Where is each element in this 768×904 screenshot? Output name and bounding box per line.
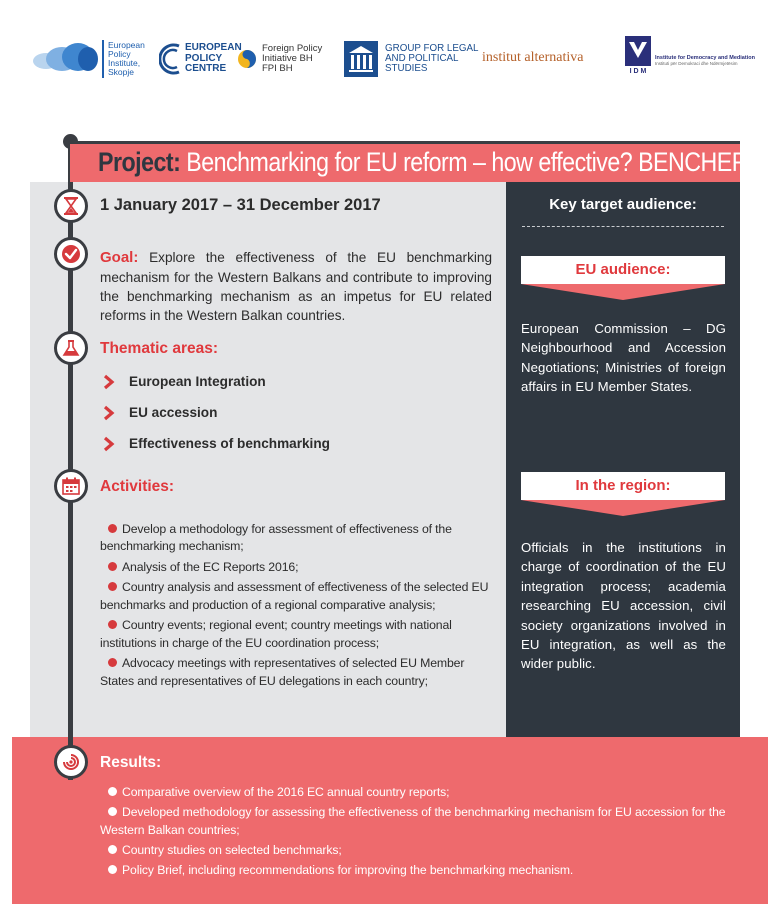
activities-heading: Activities: — [100, 478, 175, 495]
thematic-item — [100, 366, 330, 397]
list-item — [100, 579, 494, 614]
goal-text: Explore the effectiveness of the EU benchmarking mechanism for the Western Balkans and contribute to improving the benchmarking mechanism as an impetus for EU related reforms in the Western Balkan countries. — [100, 250, 493, 324]
epc-ring-icon — [159, 42, 183, 76]
partner-logos — [0, 0, 768, 110]
glps-line-1: GROUP FOR LEGAL — [385, 42, 479, 54]
banner-arrow — [521, 284, 725, 300]
idm-abbr: I D M — [629, 68, 647, 75]
chevron-right-icon — [100, 373, 118, 391]
activity-text: Develop a methodology for assessment of effectiveness of the benchmarking mechanism; — [100, 522, 452, 554]
logo-fpi — [236, 44, 322, 74]
epi-wave-icon — [32, 41, 98, 77]
dashed-divider — [522, 226, 724, 227]
list-item — [100, 862, 740, 879]
chevron-right-icon — [100, 435, 118, 453]
list-item — [100, 784, 740, 801]
fpi-line-2: Initiative BH — [262, 52, 313, 64]
project-word: Project: — [98, 147, 181, 177]
calendar-icon — [62, 477, 80, 495]
check-icon — [61, 244, 81, 264]
results-icon-circle — [54, 745, 88, 779]
list-item — [100, 559, 494, 576]
eu-audience-banner — [521, 256, 725, 300]
list-item — [100, 804, 740, 839]
thematic-heading: Thematic areas: — [100, 340, 219, 357]
audience-heading: Key target audience: — [549, 196, 697, 213]
glps-building-icon — [344, 41, 378, 77]
result-text: Country studies on selected benchmarks; — [122, 842, 342, 857]
fpi-line-1: Foreign Policy — [262, 43, 323, 54]
logo-idm — [625, 36, 755, 75]
thematic-item-label: European Integration — [129, 374, 266, 389]
project-name: Benchmarking for EU reform – how effective? BENCHER — [186, 147, 748, 177]
activity-text: Country events; regional event; country meetings with national institutions in charge of the EU coordination process; — [100, 618, 452, 650]
idm-subname: Instituti për Demokraci dhe Ndërmjetësim — [655, 60, 738, 66]
epc-line-3: CENTRE — [185, 63, 227, 75]
logo-epc — [159, 42, 242, 76]
goal-paragraph — [100, 247, 492, 325]
logo-glps — [344, 41, 478, 77]
fpi-line-3: FPI BH — [262, 62, 293, 74]
eu-audience-text: European Commission – DG Neighbourhood and Accession Negotiations; Ministries of foreign affairs in EU Member States. — [521, 321, 726, 395]
bullet-dot-icon — [108, 787, 117, 796]
epi-line-3: Institute, — [108, 58, 141, 68]
check-icon-circle — [54, 237, 88, 271]
epi-line-4: Skopje — [108, 66, 134, 77]
project-dates: 1 January 2017 – 31 December 2017 — [100, 196, 381, 214]
bullet-dot-icon — [108, 524, 117, 533]
idm-emblem-icon — [625, 36, 651, 66]
bullet-dot-icon — [108, 865, 117, 874]
eu-audience-label: EU audience: — [521, 256, 725, 284]
list-item — [100, 521, 494, 556]
thematic-item-label: Effectiveness of benchmarking — [129, 436, 330, 451]
region-text: Officials in the institutions in charge of coordination of the EU integration process; academia researching EU accession, civil society organizations involved in EU integration, as well as the wider public. — [521, 540, 726, 672]
list-item — [100, 617, 494, 652]
logo-epi — [32, 40, 145, 78]
epc-line-1: EUROPEAN — [185, 42, 242, 54]
thematic-item — [100, 428, 330, 459]
alternativa-name: institut alternativa — [482, 50, 584, 65]
chevron-right-icon — [100, 404, 118, 422]
bullet-dot-icon — [108, 845, 117, 854]
results-list — [100, 784, 740, 883]
activity-text: Analysis of the EC Reports 2016; — [122, 559, 299, 574]
result-text: Developed methodology for assessing the effectiveness of the benchmarking mechanism for EU accession for the Western Balkan countries; — [100, 805, 726, 837]
activities-list — [100, 521, 494, 693]
list-item — [100, 842, 740, 859]
activity-text: Advocacy meetings with representatives of selected EU Member States and representatives of EU delegations in each country; — [100, 656, 465, 688]
result-text: Comparative overview of the 2016 EC annual country reports; — [122, 785, 450, 799]
timeline-line — [68, 140, 73, 780]
flask-icon-circle — [54, 331, 88, 365]
epc-line-2: POLICY — [185, 52, 223, 64]
epi-line-1: European — [108, 40, 145, 51]
list-item — [100, 655, 494, 690]
region-label: In the region: — [521, 472, 725, 500]
idm-name: Institute for Democracy and Mediation — [655, 55, 755, 61]
hourglass-icon — [63, 197, 79, 215]
epi-line-2: Policy — [108, 49, 131, 60]
bullet-dot-icon — [108, 620, 117, 629]
project-title-bar — [70, 141, 748, 182]
fpi-swirl-icon — [236, 47, 258, 71]
activity-text: Country analysis and assessment of effectiveness of the selected EU benchmarks and production of a regional comparative analysis; — [100, 580, 489, 612]
thematic-item-label: EU accession — [129, 405, 218, 420]
results-heading: Results: — [100, 754, 162, 771]
goal-label: Goal: — [100, 249, 139, 266]
thematic-list — [100, 366, 330, 459]
calendar-icon-circle — [54, 469, 88, 503]
bullet-dot-icon — [108, 582, 117, 591]
bullet-dot-icon — [108, 562, 117, 571]
glps-line-2: AND POLITICAL — [385, 52, 459, 64]
flask-icon — [62, 339, 80, 357]
result-text: Policy Brief, including recommendations for improving the benchmarking mechanism. — [122, 863, 574, 878]
thematic-item — [100, 397, 330, 428]
region-banner — [521, 472, 725, 516]
target-icon — [61, 752, 81, 772]
bullet-dot-icon — [108, 807, 117, 816]
banner-arrow — [521, 500, 725, 516]
logo-alternativa — [482, 51, 583, 66]
project-title — [98, 147, 748, 178]
bullet-dot-icon — [108, 658, 117, 667]
glps-line-3: STUDIES — [385, 63, 428, 75]
hourglass-icon-circle — [54, 189, 88, 223]
